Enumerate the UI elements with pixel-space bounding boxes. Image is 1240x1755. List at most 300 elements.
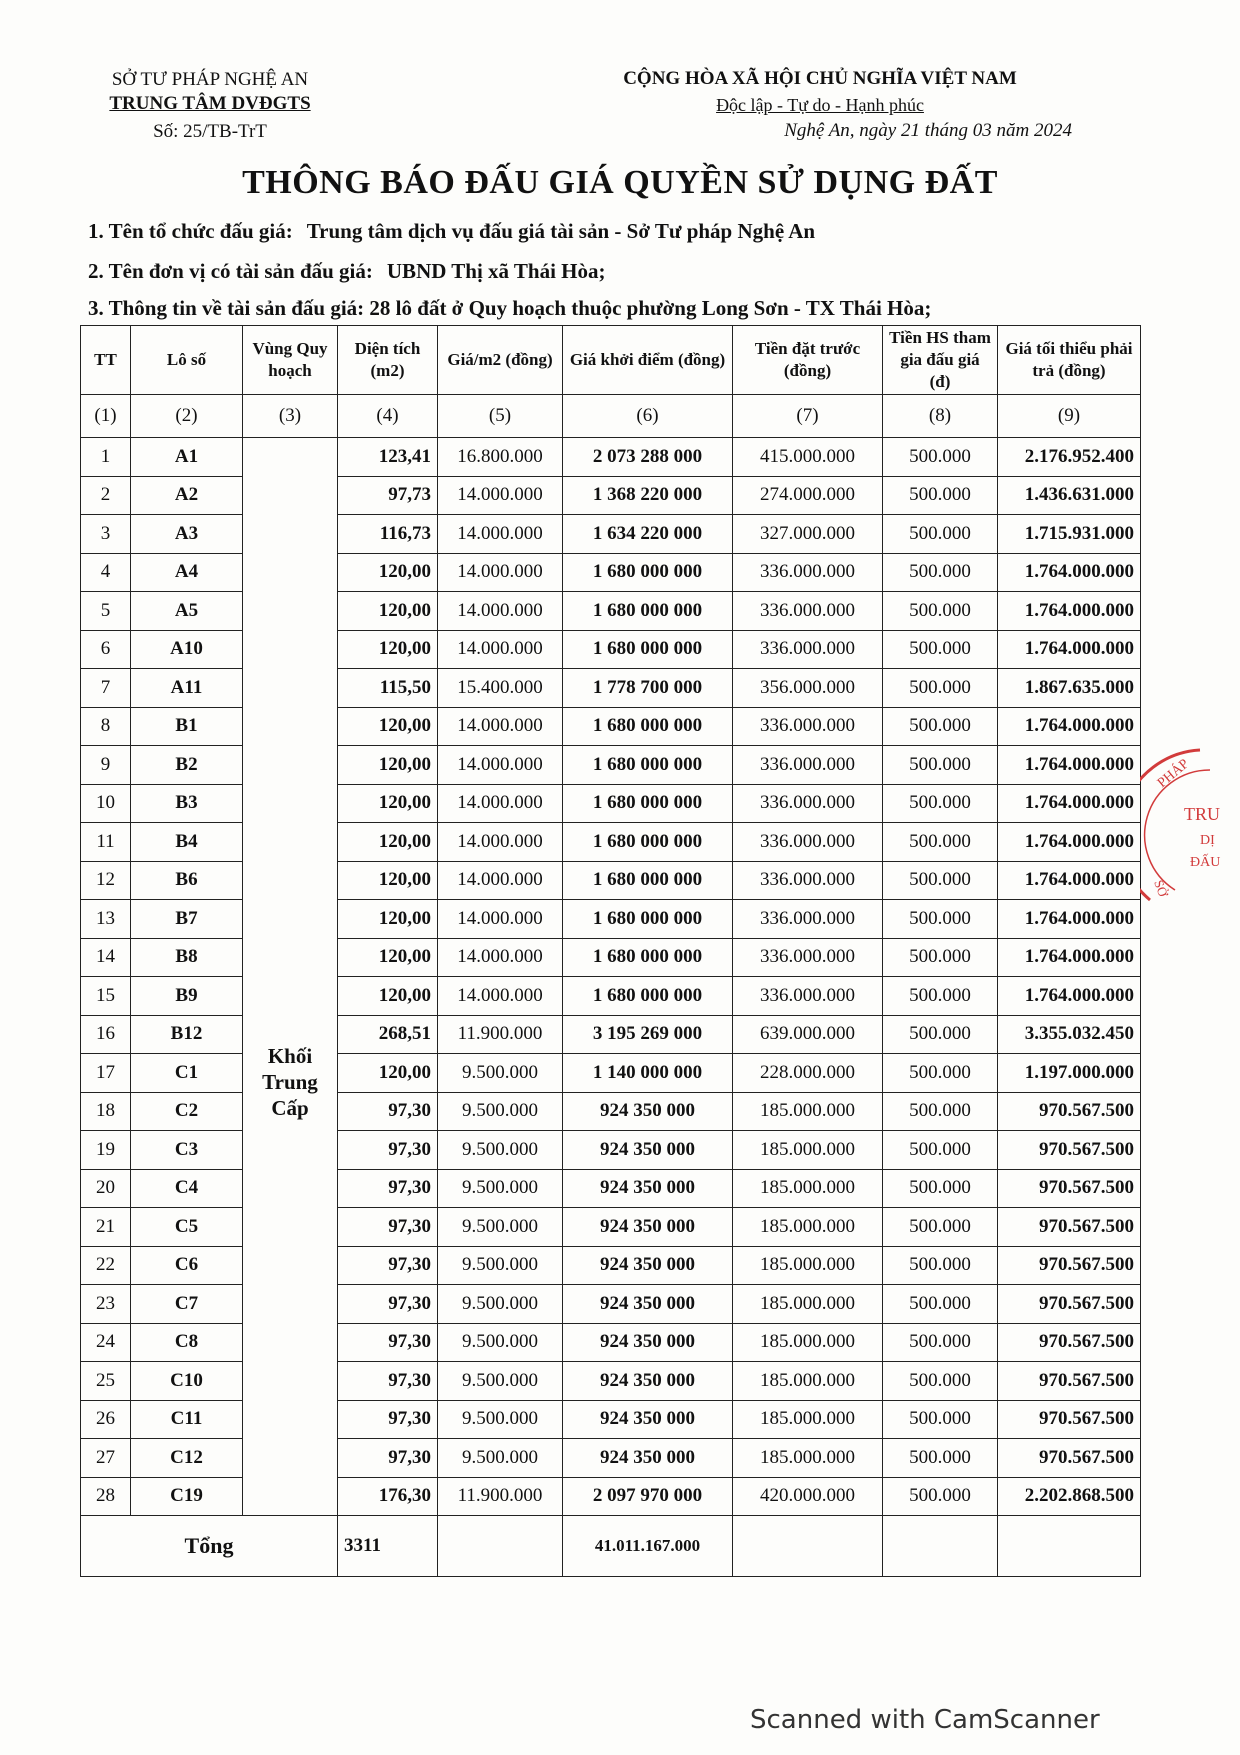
row-fee: 500.000 [883,1285,998,1324]
row-start-price: 1 680 000 000 [563,784,733,823]
info-owner [88,259,606,284]
row-lot: A4 [131,553,243,592]
row-fee: 500.000 [883,669,998,708]
total-empty-cell [883,1516,998,1577]
row-tt: 5 [81,592,131,631]
table-row [81,861,1141,900]
row-area: 97,30 [338,1131,438,1170]
row-lot: C1 [131,1054,243,1093]
total-area: 3311 [338,1516,438,1577]
info-owner-label: 2. Tên đơn vị có tài sản đấu giá: [88,259,373,283]
row-start-price: 1 680 000 000 [563,938,733,977]
table-row [81,438,1141,477]
row-area: 97,30 [338,1208,438,1247]
table-row [81,1400,1141,1439]
colnum-8: (8) [883,395,998,438]
row-start-price: 1 680 000 000 [563,900,733,939]
row-fee: 500.000 [883,1169,998,1208]
row-tt: 12 [81,861,131,900]
document-date: Nghệ An, ngày 21 tháng 03 năm 2024 [784,120,1072,141]
row-deposit: 420.000.000 [733,1477,883,1516]
row-deposit: 336.000.000 [733,630,883,669]
row-fee: 500.000 [883,900,998,939]
agency-name: TRUNG TÂM DVĐGTS [109,93,311,114]
stamp-text-1: PHÁP [1154,756,1192,792]
row-deposit: 336.000.000 [733,553,883,592]
table-row [81,1131,1141,1170]
row-min-price: 1.764.000.000 [998,938,1141,977]
row-fee: 500.000 [883,823,998,862]
zone-cell [243,438,338,1516]
row-deposit: 185.000.000 [733,1131,883,1170]
row-lot: B4 [131,823,243,862]
table-row [81,977,1141,1016]
row-min-price: 1.764.000.000 [998,553,1141,592]
row-start-price: 924 350 000 [563,1439,733,1478]
row-lot: C6 [131,1246,243,1285]
row-lot: A10 [131,630,243,669]
row-fee: 500.000 [883,553,998,592]
header-lot: Lô số [131,326,243,395]
row-fee: 500.000 [883,1131,998,1170]
row-area: 120,00 [338,707,438,746]
row-min-price: 970.567.500 [998,1208,1141,1247]
total-empty-cell [438,1516,563,1577]
row-start-price: 3 195 269 000 [563,1015,733,1054]
row-tt: 28 [81,1477,131,1516]
header-zone: Vùng Quy hoạch [243,326,338,395]
row-fee: 500.000 [883,1054,998,1093]
row-unit-price: 9.500.000 [438,1323,563,1362]
row-lot: C12 [131,1439,243,1478]
colnum-4: (4) [338,395,438,438]
row-area: 97,30 [338,1400,438,1439]
row-min-price: 1.197.000.000 [998,1054,1141,1093]
table-row [81,1208,1141,1247]
row-tt: 17 [81,1054,131,1093]
row-start-price: 924 350 000 [563,1400,733,1439]
stamp-text-3: DỊ [1200,833,1215,848]
table-row [81,669,1141,708]
row-fee: 500.000 [883,1323,998,1362]
row-tt: 11 [81,823,131,862]
table-row [81,515,1141,554]
row-deposit: 639.000.000 [733,1015,883,1054]
row-deposit: 336.000.000 [733,938,883,977]
row-tt: 27 [81,1439,131,1478]
row-min-price: 1.764.000.000 [998,707,1141,746]
row-min-price: 1.715.931.000 [998,515,1141,554]
row-start-price: 2 097 970 000 [563,1477,733,1516]
national-header [560,66,1080,144]
row-tt: 15 [81,977,131,1016]
row-start-price: 1 680 000 000 [563,592,733,631]
info-asset: 3. Thông tin về tài sản đấu giá: 28 lô đất ở Quy hoạch thuộc phường Long Sơn - TX Thái Hòa; [88,296,932,320]
row-fee: 500.000 [883,476,998,515]
table-row [81,1285,1141,1324]
row-fee: 500.000 [883,1439,998,1478]
colnum-3: (3) [243,395,338,438]
row-tt: 3 [81,515,131,554]
row-area: 97,30 [338,1169,438,1208]
row-min-price: 1.764.000.000 [998,592,1141,631]
row-area: 97,73 [338,476,438,515]
table-row [81,553,1141,592]
table-row [81,784,1141,823]
row-unit-price: 14.000.000 [438,515,563,554]
row-min-price: 970.567.500 [998,1285,1141,1324]
row-min-price: 1.764.000.000 [998,900,1141,939]
table-row [81,1323,1141,1362]
row-min-price: 970.567.500 [998,1362,1141,1401]
colnum-5: (5) [438,395,563,438]
row-start-price: 1 140 000 000 [563,1054,733,1093]
total-label: Tổng [81,1516,338,1577]
row-deposit: 185.000.000 [733,1169,883,1208]
row-deposit: 415.000.000 [733,438,883,477]
table-row [81,1439,1141,1478]
row-unit-price: 14.000.000 [438,592,563,631]
row-area: 268,51 [338,1015,438,1054]
row-tt: 9 [81,746,131,785]
total-empty-cell [733,1516,883,1577]
row-deposit: 336.000.000 [733,707,883,746]
row-tt: 10 [81,784,131,823]
table-row [81,476,1141,515]
row-area: 97,30 [338,1246,438,1285]
row-deposit: 274.000.000 [733,476,883,515]
table-row [81,823,1141,862]
row-fee: 500.000 [883,938,998,977]
row-fee: 500.000 [883,784,998,823]
zone-text: Trung [262,1069,318,1094]
header-deposit: Tiền đặt trước (đồng) [733,326,883,395]
row-unit-price: 9.500.000 [438,1208,563,1247]
row-min-price: 970.567.500 [998,1439,1141,1478]
row-lot: B8 [131,938,243,977]
row-start-price: 1 368 220 000 [563,476,733,515]
row-min-price: 1.764.000.000 [998,977,1141,1016]
issuing-agency [60,68,360,144]
row-fee: 500.000 [883,746,998,785]
row-deposit: 356.000.000 [733,669,883,708]
row-deposit: 336.000.000 [733,784,883,823]
row-area: 97,30 [338,1439,438,1478]
row-start-price: 924 350 000 [563,1362,733,1401]
row-fee: 500.000 [883,861,998,900]
row-tt: 4 [81,553,131,592]
row-deposit: 185.000.000 [733,1208,883,1247]
row-min-price: 970.567.500 [998,1092,1141,1131]
row-lot: A1 [131,438,243,477]
colnum-1: (1) [81,395,131,438]
row-unit-price: 16.800.000 [438,438,563,477]
header-fee: Tiền HS tham gia đấu giá (đ) [883,326,998,395]
row-area: 120,00 [338,746,438,785]
row-unit-price: 11.900.000 [438,1015,563,1054]
table-row [81,1054,1141,1093]
total-empty-cell [998,1516,1141,1577]
row-tt: 21 [81,1208,131,1247]
row-fee: 500.000 [883,630,998,669]
row-tt: 19 [81,1131,131,1170]
row-start-price: 1 778 700 000 [563,669,733,708]
row-tt: 24 [81,1323,131,1362]
row-fee: 500.000 [883,1362,998,1401]
row-area: 120,00 [338,977,438,1016]
row-unit-price: 9.500.000 [438,1285,563,1324]
row-area: 120,00 [338,900,438,939]
row-unit-price: 14.000.000 [438,707,563,746]
row-tt: 8 [81,707,131,746]
row-min-price: 1.764.000.000 [998,630,1141,669]
row-tt: 1 [81,438,131,477]
row-area: 97,30 [338,1092,438,1131]
row-min-price: 2.202.868.500 [998,1477,1141,1516]
row-start-price: 1 680 000 000 [563,630,733,669]
row-unit-price: 9.500.000 [438,1400,563,1439]
row-start-price: 2 073 288 000 [563,438,733,477]
row-area: 120,00 [338,861,438,900]
zone-text: Cấp [271,1095,309,1120]
table-row [81,630,1141,669]
row-tt: 18 [81,1092,131,1131]
row-lot: C5 [131,1208,243,1247]
row-deposit: 336.000.000 [733,977,883,1016]
row-area: 120,00 [338,823,438,862]
row-lot: A5 [131,592,243,631]
row-start-price: 924 350 000 [563,1092,733,1131]
row-start-price: 924 350 000 [563,1131,733,1170]
row-min-price: 1.436.631.000 [998,476,1141,515]
zone-text: Khối [267,1043,313,1068]
stamp-text-2: TRU [1184,804,1220,824]
row-min-price: 1.867.635.000 [998,669,1141,708]
header-area: Diện tích (m2) [338,326,438,395]
national-motto: Độc lập - Tự do - Hạnh phúc [716,95,924,115]
row-deposit: 228.000.000 [733,1054,883,1093]
column-number-row [81,395,1141,438]
red-stamp-seal [1140,740,1240,920]
header-start-price: Giá khởi điểm (đồng) [563,326,733,395]
row-fee: 500.000 [883,1400,998,1439]
table-row [81,1246,1141,1285]
row-tt: 23 [81,1285,131,1324]
row-deposit: 185.000.000 [733,1439,883,1478]
row-deposit: 185.000.000 [733,1323,883,1362]
row-fee: 500.000 [883,1477,998,1516]
row-min-price: 1.764.000.000 [998,823,1141,862]
row-tt: 2 [81,476,131,515]
row-unit-price: 9.500.000 [438,1092,563,1131]
row-lot: C11 [131,1400,243,1439]
table-row [81,938,1141,977]
row-start-price: 924 350 000 [563,1285,733,1324]
colnum-2: (2) [131,395,243,438]
row-fee: 500.000 [883,515,998,554]
table-row [81,1362,1141,1401]
header-min-price: Giá tối thiểu phải trả (đồng) [998,326,1141,395]
row-start-price: 1 634 220 000 [563,515,733,554]
table-header-row [81,326,1141,395]
national-title: CỘNG HÒA XÃ HỘI CHỦ NGHĨA VIỆT NAM [623,68,1017,89]
row-deposit: 336.000.000 [733,823,883,862]
row-tt: 26 [81,1400,131,1439]
document-title: THÔNG BÁO ĐẤU GIÁ QUYỀN SỬ DỤNG ĐẤT [242,164,998,201]
row-deposit: 185.000.000 [733,1246,883,1285]
row-lot: B9 [131,977,243,1016]
row-unit-price: 14.000.000 [438,938,563,977]
colnum-9: (9) [998,395,1141,438]
row-deposit: 336.000.000 [733,746,883,785]
row-lot: B7 [131,900,243,939]
table-row [81,746,1141,785]
row-area: 176,30 [338,1477,438,1516]
colnum-7: (7) [733,395,883,438]
row-min-price: 2.176.952.400 [998,438,1141,477]
row-unit-price: 14.000.000 [438,784,563,823]
row-unit-price: 14.000.000 [438,553,563,592]
row-min-price: 970.567.500 [998,1400,1141,1439]
total-row [81,1516,1141,1577]
row-area: 115,50 [338,669,438,708]
row-lot: C3 [131,1131,243,1170]
row-tt: 7 [81,669,131,708]
row-fee: 500.000 [883,1246,998,1285]
row-area: 120,00 [338,592,438,631]
row-area: 97,30 [338,1323,438,1362]
row-lot: C19 [131,1477,243,1516]
row-unit-price: 14.000.000 [438,900,563,939]
row-deposit: 336.000.000 [733,900,883,939]
table-row [81,900,1141,939]
row-unit-price: 14.000.000 [438,476,563,515]
row-area: 120,00 [338,553,438,592]
row-tt: 13 [81,900,131,939]
row-fee: 500.000 [883,1208,998,1247]
row-unit-price: 14.000.000 [438,823,563,862]
row-deposit: 327.000.000 [733,515,883,554]
row-unit-price: 9.500.000 [438,1131,563,1170]
row-lot: B2 [131,746,243,785]
info-organization-label: 1. Tên tổ chức đấu giá: [88,219,293,243]
row-unit-price: 14.000.000 [438,746,563,785]
row-min-price: 1.764.000.000 [998,861,1141,900]
stamp-text-4: ĐẤU [1190,855,1221,870]
colnum-6: (6) [563,395,733,438]
row-lot: C8 [131,1323,243,1362]
row-unit-price: 14.000.000 [438,630,563,669]
row-lot: B12 [131,1015,243,1054]
row-lot: C4 [131,1169,243,1208]
document-number: Số: 25/TB-TrT [153,121,267,142]
row-unit-price: 14.000.000 [438,861,563,900]
table-row [81,1477,1141,1516]
row-lot: C7 [131,1285,243,1324]
table-row [81,1169,1141,1208]
header-tt: TT [81,326,131,395]
row-area: 97,30 [338,1362,438,1401]
row-unit-price: 9.500.000 [438,1246,563,1285]
row-lot: C2 [131,1092,243,1131]
row-unit-price: 9.500.000 [438,1169,563,1208]
row-min-price: 970.567.500 [998,1131,1141,1170]
stamp-text-5: SỞ [1151,877,1171,899]
row-start-price: 1 680 000 000 [563,977,733,1016]
info-organization [88,219,815,244]
row-min-price: 3.355.032.450 [998,1015,1141,1054]
row-start-price: 1 680 000 000 [563,823,733,862]
row-unit-price: 11.900.000 [438,1477,563,1516]
scanner-watermark: Scanned with CamScanner [750,1705,1100,1735]
row-fee: 500.000 [883,977,998,1016]
row-deposit: 336.000.000 [733,592,883,631]
row-start-price: 1 680 000 000 [563,746,733,785]
row-unit-price: 15.400.000 [438,669,563,708]
row-lot: B3 [131,784,243,823]
row-tt: 20 [81,1169,131,1208]
row-lot: A11 [131,669,243,708]
row-fee: 500.000 [883,1015,998,1054]
total-start-price: 41.011.167.000 [563,1516,733,1577]
table-row [81,592,1141,631]
row-min-price: 1.764.000.000 [998,784,1141,823]
row-start-price: 1 680 000 000 [563,861,733,900]
table-row [81,707,1141,746]
row-area: 123,41 [338,438,438,477]
row-deposit: 185.000.000 [733,1362,883,1401]
row-area: 120,00 [338,784,438,823]
row-deposit: 185.000.000 [733,1092,883,1131]
row-tt: 25 [81,1362,131,1401]
row-tt: 14 [81,938,131,977]
row-lot: B1 [131,707,243,746]
row-unit-price: 9.500.000 [438,1362,563,1401]
row-lot: C10 [131,1362,243,1401]
row-area: 120,00 [338,938,438,977]
row-fee: 500.000 [883,592,998,631]
row-lot: A2 [131,476,243,515]
table-row [81,1015,1141,1054]
row-area: 120,00 [338,1054,438,1093]
table-row [81,1092,1141,1131]
row-area: 116,73 [338,515,438,554]
row-start-price: 924 350 000 [563,1208,733,1247]
header-unit-price: Giá/m2 (đồng) [438,326,563,395]
info-owner-value: UBND Thị xã Thái Hòa; [386,259,606,283]
row-unit-price: 9.500.000 [438,1054,563,1093]
row-unit-price: 9.500.000 [438,1439,563,1478]
row-deposit: 185.000.000 [733,1285,883,1324]
row-area: 97,30 [338,1285,438,1324]
row-area: 120,00 [338,630,438,669]
agency-parent: SỞ TƯ PHÁP NGHỆ AN [111,69,309,90]
auction-table [80,325,1141,1577]
row-tt: 16 [81,1015,131,1054]
row-start-price: 924 350 000 [563,1246,733,1285]
row-min-price: 1.764.000.000 [998,746,1141,785]
row-fee: 500.000 [883,438,998,477]
row-lot: B6 [131,861,243,900]
row-fee: 500.000 [883,1092,998,1131]
row-min-price: 970.567.500 [998,1323,1141,1362]
row-tt: 22 [81,1246,131,1285]
info-organization-value: Trung tâm dịch vụ đấu giá tài sản - Sở Tư pháp Nghệ An [306,219,816,243]
row-start-price: 924 350 000 [563,1169,733,1208]
row-lot: A3 [131,515,243,554]
row-min-price: 970.567.500 [998,1169,1141,1208]
row-start-price: 1 680 000 000 [563,553,733,592]
